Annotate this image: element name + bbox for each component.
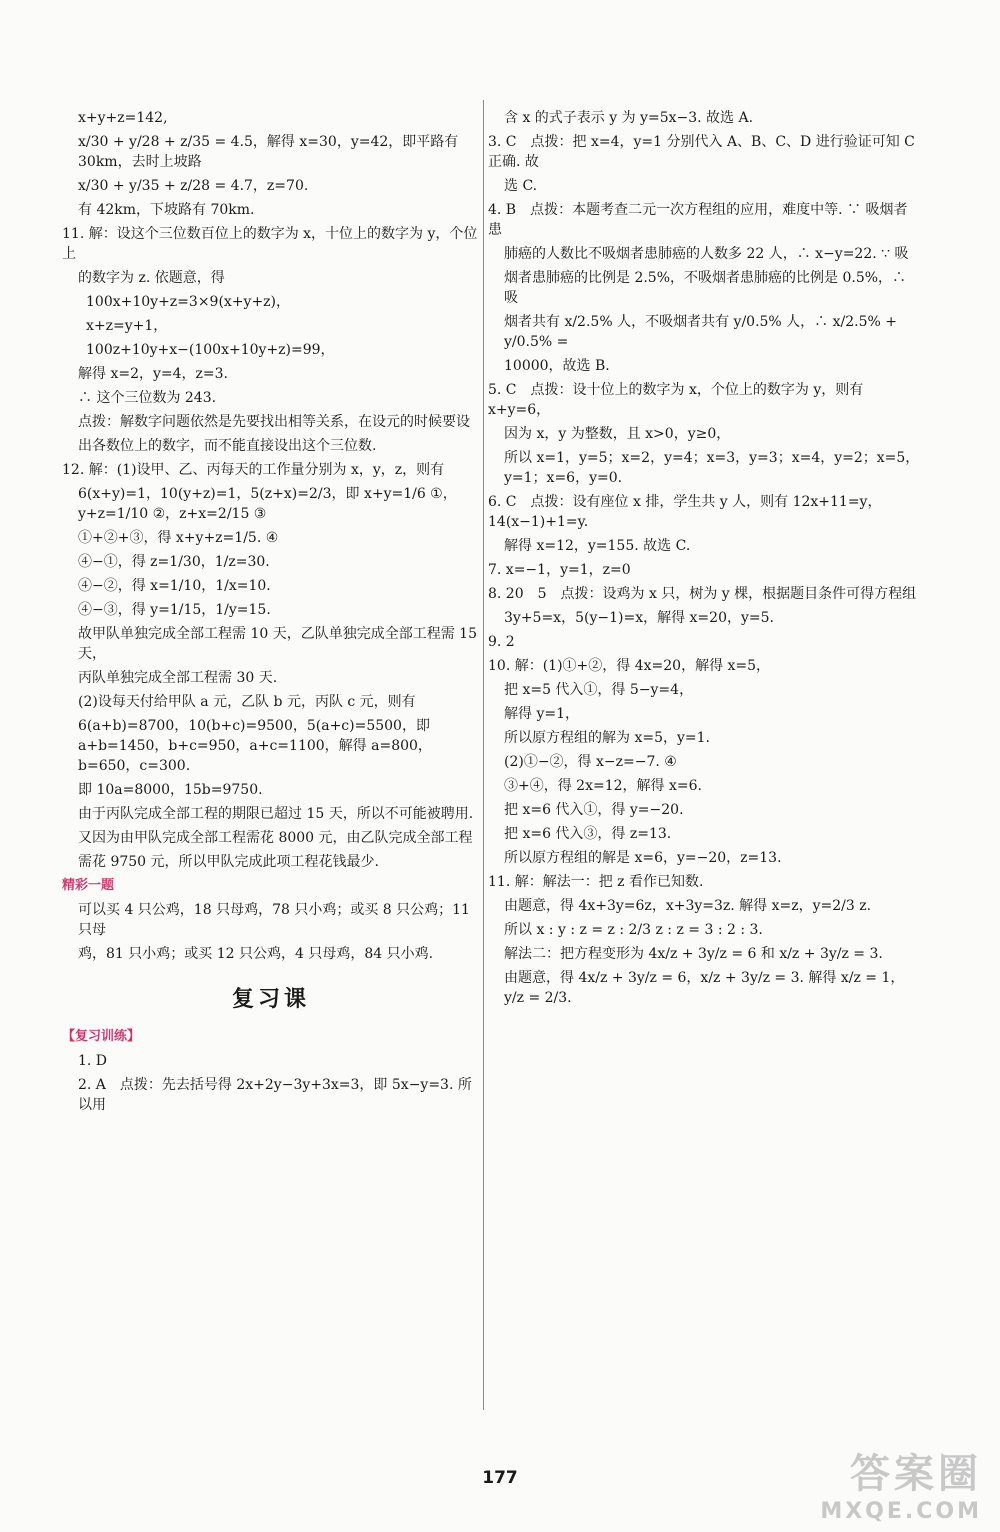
text-line: 6(x+y)=1，10(y+z)=1，5(z+x)=2/3，即 x+y=1/6 ①，y+z=1/10 ②，z+x=2/15 ③ bbox=[78, 486, 457, 522]
text-line: 需花 9750 元，所以甲队完成此项工程花钱最少. bbox=[78, 854, 379, 870]
text-line: x+z=y+1， bbox=[86, 318, 168, 334]
watermark-line2: MXQE.COM bbox=[820, 1499, 982, 1524]
text-line: 所以原方程组的解是 x=6，y=−20，z=13. bbox=[504, 850, 782, 866]
text-line: 3. C 点拨：把 x=4，y=1 分别代入 A、B、C、D 进行验证可知 C 正确. 故 bbox=[488, 134, 920, 170]
text-line: 烟者患肺癌的比例是 2.5%，不吸烟者患肺癌的比例是 0.5%，∴ 吸 bbox=[504, 270, 911, 306]
right-column bbox=[488, 108, 920, 1432]
watermark-line1: 答案圈 bbox=[850, 1451, 982, 1497]
review-exercise-text bbox=[62, 1051, 480, 1115]
text-line: 2. A 点拨：先去括号得 2x+2y−3y+3x=3，即 5x−y=3. 所以用 bbox=[78, 1077, 472, 1113]
watermark-logo bbox=[820, 1442, 982, 1524]
text-line: (2)①−②，得 x−z=−7. ④ bbox=[504, 754, 677, 770]
text-line: 6. C 点拨：设有座位 x 排，学生共 y 人，则有 12x+11=y，14(x−1)+1=y. bbox=[488, 494, 882, 530]
jingcai-text bbox=[62, 900, 480, 964]
text-line: ④−②，得 x=1/10，1/x=10. bbox=[78, 578, 271, 594]
text-line: 由题意，得 4x+3y=6z，x+3y=3z. 解得 x=z，y=2/3 z. bbox=[504, 898, 872, 914]
text-line: 12. 解：(1)设甲、乙、丙每天的工作量分别为 x，y，z，则有 bbox=[62, 462, 445, 478]
text-line: 解得 y=1， bbox=[504, 706, 579, 722]
text-line: 把 x=6 代入①，得 y=−20. bbox=[504, 802, 684, 818]
text-line: 解法二：把方程变形为 4x/z + 3y/z = 6 和 x/z + 3y/z = 3. bbox=[504, 946, 883, 962]
text-line: 4. B 点拨：本题考查二元一次方程组的应用，难度中等. ∵ 吸烟者患 bbox=[488, 202, 908, 238]
text-line: 可以买 4 只公鸡，18 只母鸡，78 只小鸡；或买 8 只公鸡；11 只母 bbox=[78, 902, 475, 938]
section-title: 复习课 bbox=[231, 987, 310, 1012]
text-line: 所以 x=1，y=5；x=2，y=4；x=3，y=3；x=4，y=2；x=5，y=1；x=6，y=0. bbox=[504, 450, 920, 486]
text-line: 把 x=5 代入①，得 5−y=4， bbox=[504, 682, 694, 698]
text-line: ④−①，得 z=1/30，1/z=30. bbox=[78, 554, 270, 570]
text-line: 解得 x=2，y=4，z=3. bbox=[78, 366, 228, 382]
text-line: ④−③，得 y=1/15，1/y=15. bbox=[78, 602, 271, 618]
text-line: 丙队单独完成全部工程需 30 天. bbox=[78, 670, 278, 686]
text-line: 10000，故选 B. bbox=[504, 358, 610, 374]
text-line: 由于丙队完成全部工程的期限已超过 15 天，所以不可能被聘用. bbox=[78, 806, 474, 822]
text-line: ∴ 这个三位数为 243. bbox=[78, 390, 217, 406]
section-jingcai-heading: 精彩一题 bbox=[62, 878, 115, 893]
text-line: 即 10a=8000，15b=9750. bbox=[78, 782, 263, 798]
text-line: 因为 x，y 为整数，且 x>0，y≥0， bbox=[504, 426, 731, 442]
text-line: 100x+10y+z=3×9(x+y+z)， bbox=[86, 294, 291, 310]
text-line: x/30 + y/35 + z/28 = 4.7，z=70. bbox=[78, 178, 309, 194]
text-line: 由题意，得 4x/z + 3y/z = 6，x/z + 3y/z = 3. 解得 x/z = 1，y/z = 2/3. bbox=[504, 970, 905, 1006]
text-line: 把 x=6 代入③，得 z=13. bbox=[504, 826, 672, 842]
text-line: 解得 x=12，y=155. 故选 C. bbox=[504, 538, 691, 554]
text-line: 肺癌的人数比不吸烟者患肺癌的人数多 22 人，∴ x−y=22. ∵ 吸 bbox=[504, 246, 909, 262]
text-line: (2)设每天付给甲队 a 元，乙队 b 元，丙队 c 元，则有 bbox=[78, 694, 416, 710]
text-line: x/30 + y/28 + z/35 = 4.5，解得 x=30，y=42，即平路有 30km，去时上坡路 bbox=[78, 134, 463, 170]
text-line: 所以原方程组的解为 x=5，y=1. bbox=[504, 730, 710, 746]
text-line: 6(a+b)=8700，10(b+c)=9500，5(a+c)=5500，即 a+b=1450，b+c=950，a+c=1100，解得 a=800，b=650，c=300. bbox=[78, 718, 435, 774]
column-divider bbox=[483, 100, 484, 1410]
text-line: 又因为由甲队完成全部工程需花 8000 元，由乙队完成全部工程 bbox=[78, 830, 473, 846]
text-line: x+y+z=142, bbox=[78, 110, 168, 126]
text-line: 7. x=−1，y=1，z=0 bbox=[488, 562, 631, 578]
left-text-lines bbox=[62, 108, 480, 872]
text-line: 含 x 的式子表示 y 为 y=5x−3. 故选 A. bbox=[504, 110, 754, 126]
text-line: 有 42km，下坡路有 70km. bbox=[78, 202, 255, 218]
text-line: 鸡，81 只小鸡；或买 12 只公鸡，4 只母鸡，84 只小鸡. bbox=[78, 946, 434, 962]
text-line: 1. D bbox=[78, 1053, 108, 1069]
left-column bbox=[62, 108, 480, 1432]
text-line: ③+④，得 2x=12，解得 x=6. bbox=[504, 778, 702, 794]
text-line: 10. 解：(1)①+②，得 4x=20，解得 x=5， bbox=[488, 658, 771, 674]
text-line: 的数字为 z. 依题意，得 bbox=[78, 270, 225, 286]
text-line: 所以 x : y : z = z : 2/3 z : z = 3 : 2 : 3. bbox=[504, 922, 763, 938]
text-line: 出各数位上的数字，而不能直接设出这个三位数. bbox=[78, 438, 377, 454]
text-line: 9. 2 bbox=[488, 634, 515, 650]
text-line: 11. 解：解法一：把 z 看作已知数. bbox=[488, 874, 704, 890]
text-line: 点拨：解数字问题依然是先要找出相等关系，在设元的时候要设 bbox=[78, 414, 470, 430]
text-line: 11. 解：设这个三位数百位上的数字为 x，十位上的数字为 y，个位上 bbox=[62, 226, 478, 262]
text-line: 3y+5=x，5(y−1)=x，解得 x=20，y=5. bbox=[504, 610, 774, 626]
section-fuxi-heading: 【复习训练】 bbox=[62, 1029, 141, 1044]
text-line: 烟者共有 x/2.5% 人，不吸烟者共有 y/0.5% 人，∴ x/2.5% + y/0.5% = bbox=[504, 314, 902, 350]
text-line: 100z+10y+x−(100x+10y+z)=99， bbox=[86, 342, 335, 358]
text-line: ①+②+③，得 x+y+z=1/5. ④ bbox=[78, 530, 279, 546]
text-line: 8. 20 5 点拨：设鸡为 x 只，树为 y 棵，根据题目条件可得方程组 bbox=[488, 586, 917, 602]
page-number: 177 bbox=[482, 1468, 518, 1488]
right-text-lines bbox=[488, 108, 920, 1008]
text-line: 选 C. bbox=[504, 178, 538, 194]
text-line: 5. C 点拨：设十位上的数字为 x，个位上的数字为 y，则有 x+y=6， bbox=[488, 382, 868, 418]
text-line: 故甲队单独完成全部工程需 10 天，乙队单独完成全部工程需 15 天， bbox=[78, 626, 482, 662]
